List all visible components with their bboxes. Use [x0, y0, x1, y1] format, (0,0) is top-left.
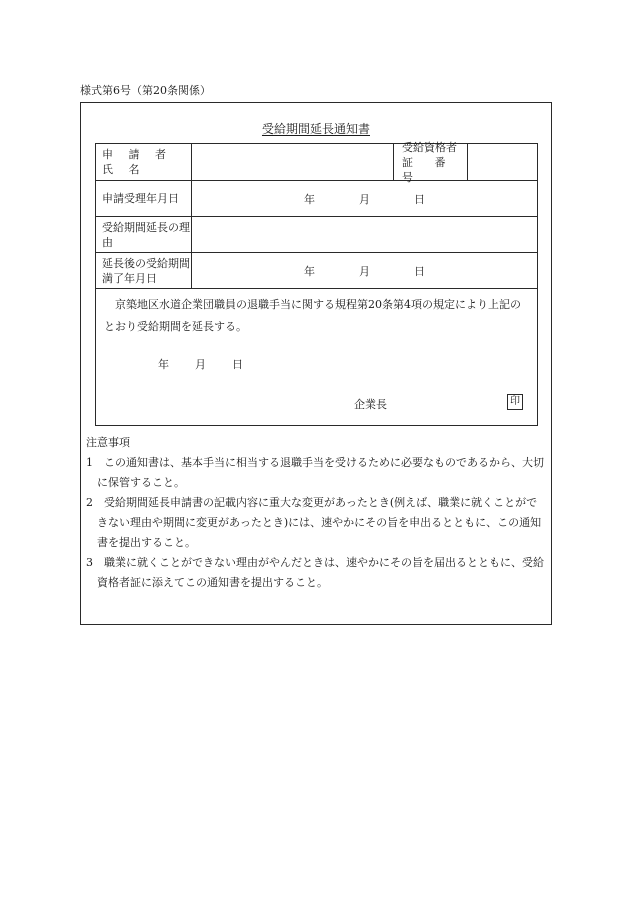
- seal-mark: 印: [507, 394, 523, 410]
- extension-reason-row: [96, 217, 537, 253]
- notice-statement: 京築地区水道企業団職員の退職手当に関する規程第20条第4項の規定により上記のとおり受給期間を延長する。: [104, 298, 521, 333]
- issue-date: 年 月 日: [158, 358, 243, 371]
- applicant-row: [96, 140, 537, 184]
- expiry-date-field: 年 月 日: [304, 264, 425, 278]
- note-item: 2 受給期間延長申請書の記載内容に重大な変更があったとき(例えば、職業に就くことができない理由や期間に変更があったとき)には、速やかにその旨を申出るとともに、この通知書を提出すること。: [86, 496, 542, 549]
- receipt-date-field: 年 月 日: [304, 192, 425, 206]
- form-number-label: 様式第6号（第20条関係）: [80, 84, 211, 97]
- certificate-number-label: 受給資格者 証 番 号: [393, 144, 467, 180]
- document-title: 受給期間延長通知書: [261, 122, 370, 136]
- expiry-date-row: [96, 253, 537, 289]
- receipt-date-label: 申請受理年月日: [96, 181, 192, 216]
- certificate-number-field: [467, 144, 537, 180]
- note-item: 3 職業に就くことができない理由がやんだときは、速やかにその旨を届出るとともに、受給資格者証に添えてこの通知書を提出すること。: [86, 556, 544, 589]
- expiry-date-label: 延長後の受給期間満了年月日: [96, 253, 192, 288]
- notice-form: [80, 102, 552, 625]
- note-item: 1 この通知書は、基本手当に相当する退職手当を受けるために必要なものであるから、大切に保管すること。: [86, 456, 544, 489]
- extension-reason-label: 受給期間延長の理由: [96, 217, 192, 252]
- applicant-name-label: 申 請 者 氏 名: [96, 144, 192, 180]
- form-frame: [95, 140, 538, 426]
- issuer-title: 企業長: [354, 398, 387, 411]
- notes-list: [86, 453, 545, 593]
- notes-heading: 注意事項: [86, 436, 130, 449]
- receipt-date-row: [96, 181, 537, 217]
